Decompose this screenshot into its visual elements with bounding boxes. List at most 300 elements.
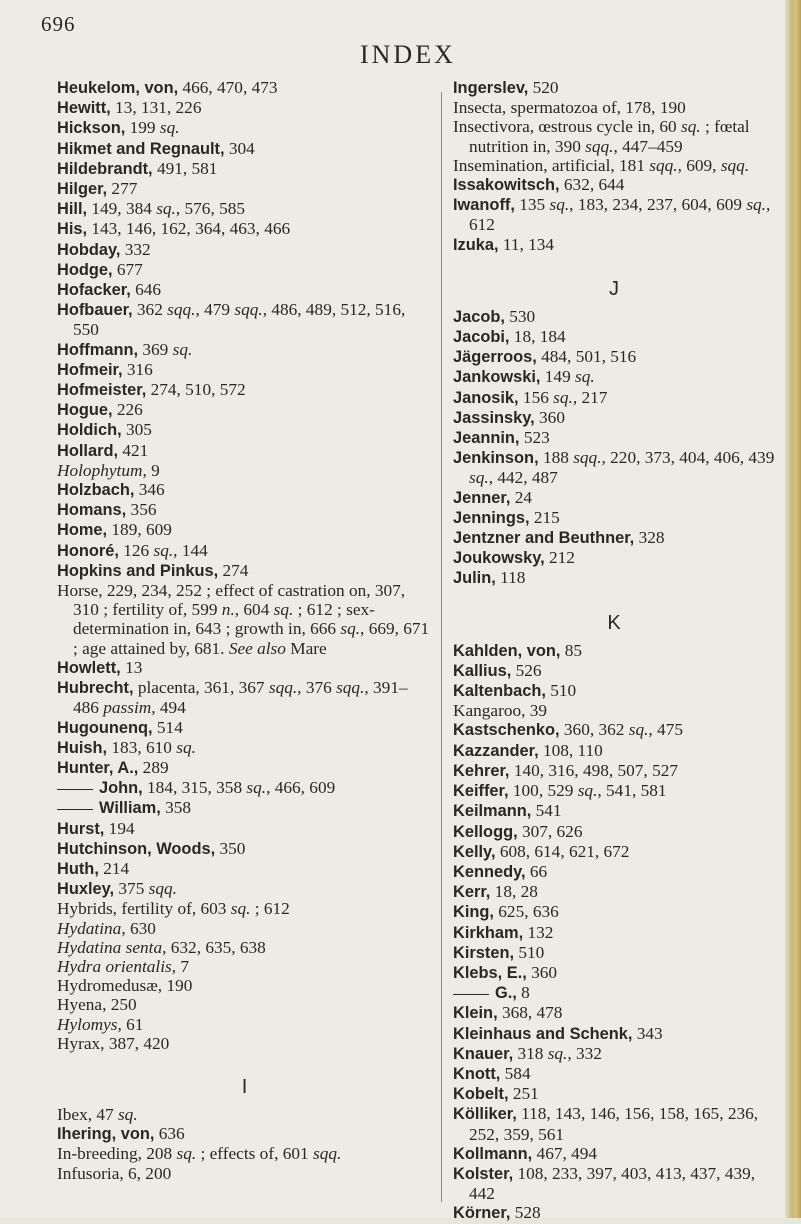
entry-text: 343 — [632, 1023, 663, 1043]
section-letter: I — [241, 1075, 248, 1098]
entry-text: In-breeding, 208 — [57, 1144, 177, 1164]
entry-text: 421 — [118, 440, 149, 460]
entry-italic: sqq. — [234, 300, 263, 320]
entry-heading: John, — [99, 779, 143, 798]
entry-italic: sq. — [553, 387, 573, 407]
entry-heading: Hofacker, — [57, 281, 131, 300]
entry-text: 514 — [152, 717, 183, 737]
entry-italic: sq. — [156, 199, 176, 219]
entry-text: , 576, 585 — [175, 199, 245, 219]
entry-heading: Iwanoff, — [453, 196, 515, 215]
entry-heading: Kirkham, — [453, 923, 524, 942]
index-entry — [57, 879, 432, 899]
index-entry — [453, 923, 775, 943]
index-entry — [453, 488, 775, 508]
entry-text: 135 — [514, 195, 550, 215]
entry-italic: sqq. — [268, 678, 298, 698]
entry-heading: Jassinsky, — [453, 408, 535, 427]
entry-text: 584 — [500, 1063, 531, 1083]
index-entry — [57, 118, 432, 138]
entry-italic: Hydatina — [57, 918, 122, 938]
entry-text: 132 — [523, 922, 554, 942]
entry-italic: sq. — [547, 1043, 568, 1063]
entry-heading: Kaltenbach, — [453, 682, 546, 701]
entry-heading: Klein, — [453, 1004, 498, 1023]
entry-italic: sq. — [577, 781, 598, 801]
index-entry — [453, 428, 775, 448]
entry-text: 523 — [519, 428, 550, 448]
index-entry — [57, 1124, 432, 1144]
entry-text: ; fœtal nutrition in, 390 — [469, 117, 750, 156]
index-entry — [57, 658, 432, 678]
entry-heading: His, — [57, 220, 88, 239]
entry-text: 350 — [215, 838, 246, 858]
index-entry — [57, 280, 432, 300]
entry-text: ; 612 ; sex-determination in, 643 ; growth in, 666 — [73, 600, 375, 639]
entry-text: Kangaroo, 39 — [453, 701, 548, 721]
ditto-dash — [453, 994, 489, 995]
index-entry — [57, 400, 432, 420]
entry-text: Horse, 229, 234, 252 ; effect of castration on, 307, 310 ; fertility of, 599 — [57, 581, 406, 620]
entry-italic: sq. — [340, 619, 361, 639]
index-entry — [453, 902, 775, 922]
entry-heading: Knauer, — [453, 1044, 514, 1063]
entry-text: ; effects of, 601 — [196, 1144, 313, 1164]
entry-heading: Huth, — [57, 859, 99, 878]
index-entry — [453, 548, 775, 568]
index-entry — [57, 441, 432, 461]
entry-heading: Julin, — [453, 569, 496, 588]
entry-heading: Kirsten, — [453, 943, 515, 962]
entry-heading: William, — [99, 799, 161, 818]
entry-italic: sq. — [117, 1104, 138, 1124]
entry-text: 194 — [104, 818, 135, 838]
entry-heading: Jennings, — [453, 508, 530, 527]
entry-text: 118, 143, 146, 156, 158, 165, 236, 252, 359, 561 — [469, 1104, 759, 1144]
entry-text: 156 — [518, 387, 554, 407]
index-entry — [57, 541, 432, 561]
index-entry — [57, 798, 432, 818]
entry-italic: sq. — [176, 1144, 197, 1164]
entry-text: 251 — [508, 1084, 539, 1104]
entry-text: 356 — [126, 500, 157, 520]
entry-heading: Kellogg, — [453, 822, 518, 841]
entry-heading: Kolster, — [453, 1164, 514, 1183]
index-entry — [453, 882, 775, 902]
section-letter: J — [609, 277, 619, 300]
index-entry — [57, 758, 432, 778]
page-number: 696 — [41, 12, 76, 36]
index-entry — [453, 1203, 775, 1223]
entry-text: , 220, 373, 404, 406, 439 — [601, 448, 775, 468]
index-entry — [453, 661, 775, 681]
entry-text: Hydromedusæ, 190 — [57, 976, 193, 996]
entry-heading: Hoffmann, — [57, 340, 139, 359]
entry-heading: Hewitt, — [57, 99, 111, 118]
entry-heading: Kennedy, — [453, 862, 526, 881]
entry-text: 307, 626 — [517, 821, 583, 841]
entry-text: 8 — [516, 983, 530, 1003]
entry-heading: Hobday, — [57, 240, 121, 259]
entry-text: 304 — [224, 138, 255, 158]
entry-text: 608, 614, 621, 672 — [495, 841, 630, 861]
entry-heading: Kallius, — [453, 661, 512, 680]
index-entry — [57, 380, 432, 400]
index-entry — [57, 839, 432, 859]
entry-italic: sq. — [230, 899, 251, 919]
index-entry — [57, 500, 432, 520]
entry-text: 484, 501, 516 — [536, 347, 637, 367]
entry-italic: sq. — [172, 339, 193, 359]
entry-text: 274, 510, 572 — [146, 380, 246, 400]
entry-heading: Kehrer, — [453, 761, 510, 780]
entry-text: Hyrax, 387, 420 — [57, 1033, 170, 1053]
entry-text: 184, 315, 358 — [142, 778, 247, 798]
entry-italic: sqq. — [585, 136, 614, 156]
index-entry — [57, 1105, 432, 1124]
index-entry — [453, 720, 775, 740]
entry-text: 126 — [118, 540, 154, 560]
index-entry — [453, 681, 775, 701]
index-entry — [453, 367, 775, 387]
entry-text: 510 — [545, 681, 577, 701]
index-entry — [57, 159, 432, 179]
index-entry — [453, 1104, 775, 1143]
entry-text: 226 — [112, 400, 143, 420]
entry-text: 332 — [120, 239, 151, 259]
entry-heading: Huish, — [57, 738, 108, 757]
entry-heading: Kollmann, — [453, 1144, 533, 1163]
index-entry — [57, 919, 432, 938]
entry-italic: n. — [221, 600, 235, 620]
entry-text: 328 — [634, 528, 665, 548]
entry-text: 526 — [511, 660, 542, 680]
index-entry — [57, 420, 432, 440]
entry-heading: Hodge, — [57, 260, 113, 279]
entry-heading: Hofmeir, — [57, 360, 123, 379]
ditto-dash — [57, 789, 93, 790]
entry-italic: sq. — [159, 118, 180, 138]
entry-text: , 632, 635, 638 — [162, 937, 266, 957]
column-divider — [441, 92, 442, 1202]
entry-text: 369 — [138, 339, 173, 359]
entry-text: 11, 134 — [498, 234, 555, 254]
index-entry — [57, 938, 432, 957]
index-entry — [453, 508, 775, 528]
entry-text: 189, 609 — [107, 520, 172, 540]
entry-heading: Honoré, — [57, 541, 119, 560]
entry-italic: sqq. — [167, 300, 196, 320]
entry-italic: sq. — [549, 195, 570, 215]
index-entry — [57, 678, 432, 717]
index-entry — [57, 240, 432, 260]
index-entry — [57, 199, 432, 219]
index-entry — [57, 561, 432, 581]
entry-text: Insemination, artificial, 181 — [453, 155, 650, 175]
index-entry — [453, 195, 775, 234]
index-entry — [57, 520, 432, 540]
index-entry — [57, 819, 432, 839]
entry-heading: Hildebrandt, — [57, 159, 153, 178]
entry-text: 305 — [121, 420, 152, 440]
index-entry — [453, 175, 775, 195]
index-entry — [57, 859, 432, 879]
entry-text: 346 — [134, 480, 165, 500]
index-entry — [453, 117, 775, 155]
entry-heading: Hickson, — [57, 119, 126, 138]
entry-heading: Hikmet and Regnault, — [57, 139, 225, 158]
index-entry — [453, 781, 775, 801]
index-entry — [453, 448, 775, 487]
entry-text: 636 — [154, 1124, 185, 1144]
index-entry — [453, 528, 775, 548]
entry-heading: Hofmeister, — [57, 381, 147, 400]
entry-text: 18, 184 — [509, 327, 566, 347]
entry-text: , 442, 487 — [488, 468, 558, 488]
entry-text: 362 — [132, 300, 168, 320]
entry-text: 143, 146, 162, 364, 463, 466 — [87, 219, 291, 239]
index-entry — [57, 1034, 432, 1053]
entry-text: 24 — [510, 487, 533, 507]
index-entry — [453, 307, 775, 327]
index-entry — [57, 139, 432, 159]
entry-text: , 609, — [677, 155, 721, 175]
entry-italic: sqq. — [573, 448, 602, 468]
entry-heading: Körner, — [453, 1204, 511, 1223]
running-head: INDEX — [360, 40, 456, 69]
entry-italic: Hydatina senta — [57, 937, 163, 957]
entry-text: 318 — [513, 1043, 548, 1063]
entry-heading: Kahlden, von, — [453, 641, 561, 660]
entry-text: 212 — [544, 548, 575, 568]
page-edge — [785, 0, 801, 1218]
entry-heading: Jacobi, — [453, 328, 510, 347]
entry-text: 149, 384 — [87, 199, 157, 219]
entry-heading: Holdich, — [57, 421, 122, 440]
entry-text: Infusoria, 6, 200 — [57, 1163, 172, 1183]
entry-italic: sq. — [628, 720, 649, 740]
entry-italic: Hydra orientalis — [57, 956, 172, 976]
entry-italic: sqq. — [336, 678, 365, 698]
index-entry — [57, 340, 432, 360]
entry-text: 520 — [528, 78, 559, 97]
entry-italic: sqq. — [312, 1144, 342, 1164]
index-entry — [453, 963, 775, 983]
entry-italic: sq. — [680, 117, 701, 137]
index-entry — [453, 741, 775, 761]
entry-text: Ibex, 47 — [57, 1104, 118, 1124]
entry-heading: King, — [453, 903, 494, 922]
entry-text: 108, 110 — [538, 740, 603, 760]
entry-text: , 604 — [234, 600, 274, 620]
entry-text: 199 — [125, 118, 160, 138]
entry-text: , 479 — [195, 300, 235, 320]
entry-heading: Hubrecht, — [57, 679, 134, 698]
entry-text: 530 — [504, 306, 536, 326]
entry-heading: Klebs, E., — [453, 963, 527, 982]
entry-text: Hyena, 250 — [57, 995, 137, 1015]
entry-heading: Hogue, — [57, 401, 113, 420]
index-entry — [453, 822, 775, 842]
index-entry — [57, 995, 432, 1014]
entry-text: 183, 610 — [107, 737, 177, 757]
entry-heading: Heukelom, von, — [57, 79, 179, 97]
entry-heading: Keilmann, — [453, 802, 532, 821]
index-entry — [453, 761, 775, 781]
index-entry — [57, 738, 432, 758]
entry-text: , 466, 609 — [266, 778, 336, 798]
entry-heading: Jenner, — [453, 488, 511, 507]
entry-heading: Jankowski, — [453, 368, 541, 387]
entry-text: 13 — [120, 657, 143, 677]
index-entry — [453, 862, 775, 882]
entry-text: 66 — [525, 861, 548, 881]
entry-heading: Jägerroos, — [453, 348, 537, 367]
entry-text: 368, 478 — [497, 1003, 563, 1023]
entry-heading: Huxley, — [57, 880, 115, 899]
entry-heading: Joukowsky, — [453, 549, 545, 568]
entry-heading: Issakowitsch, — [453, 176, 560, 195]
entry-text: , 486, 489, 512, 516, 550 — [73, 300, 406, 340]
entry-heading: Jenkinson, — [453, 449, 539, 468]
entry-text: , 447–459 — [613, 136, 683, 156]
entry-heading: Ingerslev, — [453, 79, 529, 97]
entry-text: , 217 — [572, 387, 608, 407]
entry-text: , 61 — [117, 1014, 144, 1034]
index-entry — [57, 179, 432, 199]
entry-heading: Hilger, — [57, 180, 108, 199]
entry-heading: Homans, — [57, 501, 127, 520]
entry-text: 100, 529 — [508, 781, 578, 801]
entry-text: 85 — [560, 640, 583, 660]
entry-text: , 475 — [648, 720, 683, 740]
entry-text: 215 — [529, 507, 560, 527]
entry-text: Insectivora, œstrous cycle in, 60 — [453, 117, 681, 137]
entry-text: ; 612 — [250, 899, 290, 919]
entry-heading: Hugounenq, — [57, 718, 153, 737]
index-entry — [453, 943, 775, 963]
entry-italic: Hylomys — [57, 1014, 118, 1034]
entry-text: 140, 316, 498, 507, 527 — [509, 760, 678, 780]
entry-text: , 9 — [142, 460, 160, 480]
entry-heading: Hill, — [57, 200, 88, 219]
entry-text: 358 — [160, 798, 192, 818]
entry-heading: Hopkins and Pinkus, — [57, 561, 219, 580]
entry-heading: Ihering, von, — [57, 1125, 155, 1144]
section-letter: K — [607, 611, 621, 634]
entry-text: 360 — [534, 407, 565, 427]
entry-heading: Kelly, — [453, 842, 496, 861]
entry-text: 528 — [510, 1203, 541, 1223]
index-entry — [453, 801, 775, 821]
index-entry — [57, 300, 432, 339]
entry-heading: Kastschenko, — [453, 721, 560, 740]
index-entry — [453, 1164, 775, 1203]
entry-text: 360, 362 — [559, 720, 629, 740]
entry-italic: sq. — [746, 195, 766, 215]
entry-text: Hybrids, fertility of, 603 — [57, 899, 231, 919]
index-entry — [57, 461, 432, 480]
entry-text: 118 — [495, 568, 526, 588]
entry-text: , 391–486 — [73, 678, 408, 718]
entry-text: 541 — [531, 801, 562, 821]
entry-italic: sqq. — [720, 155, 750, 175]
entry-italic: See also — [228, 638, 286, 658]
index-entry — [453, 1084, 775, 1104]
entry-heading: Hunter, A., — [57, 758, 139, 777]
entry-text: , 630 — [121, 918, 156, 938]
index-entry — [453, 327, 775, 347]
entry-text: 108, 233, 397, 403, 413, 437, 439, 442 — [469, 1163, 756, 1204]
index-entry — [453, 1003, 775, 1023]
right-index-column — [453, 78, 775, 1224]
entry-text: , 7 — [171, 956, 190, 976]
entry-text: 625, 636 — [493, 902, 559, 922]
index-entry — [57, 899, 432, 918]
entry-heading: Kobelt, — [453, 1085, 509, 1104]
entry-italic: sq. — [575, 367, 595, 387]
index-entry — [57, 1164, 432, 1183]
index-entry — [57, 480, 432, 500]
entry-heading: Knott, — [453, 1064, 501, 1083]
index-entry — [453, 1144, 775, 1164]
index-entry — [453, 842, 775, 862]
index-entry — [453, 568, 775, 588]
entry-text: 18, 28 — [490, 882, 538, 902]
entry-text: 360 — [526, 962, 558, 982]
entry-heading: G., — [495, 984, 517, 1003]
entry-heading: Hutchinson, Woods, — [57, 839, 216, 858]
index-entry — [57, 976, 432, 995]
index-entry — [453, 983, 775, 1003]
entry-heading: Janosik, — [453, 388, 519, 407]
entry-text: 188 — [538, 448, 574, 468]
entry-text: , 494 — [151, 698, 186, 718]
entry-italic: sq. — [176, 737, 196, 757]
entry-text: 13, 131, 226 — [110, 98, 202, 118]
index-entry — [453, 347, 775, 367]
entry-text: , 183, 234, 237, 604, 609 — [569, 195, 747, 215]
entry-text: , 332 — [567, 1043, 602, 1063]
index-entry — [57, 98, 432, 118]
entry-italic: sq. — [153, 540, 174, 560]
index-entry — [453, 408, 775, 428]
entry-heading: Jeannin, — [453, 429, 520, 448]
index-entry — [453, 156, 775, 175]
entry-heading: Keiffer, — [453, 782, 509, 801]
entry-heading: Kölliker, — [453, 1105, 517, 1124]
entry-italic: sq. — [273, 600, 294, 620]
index-entry — [453, 701, 775, 720]
index-entry — [57, 219, 432, 239]
entry-text: 274 — [218, 560, 249, 580]
entry-heading: Hofbauer, — [57, 301, 133, 320]
entry-text: 466, 470, 473 — [178, 78, 278, 97]
index-entry — [57, 581, 432, 658]
entry-text: , 144 — [173, 540, 208, 560]
entry-text: 677 — [112, 259, 143, 279]
index-entry — [453, 388, 775, 408]
entry-heading: Kerr, — [453, 883, 491, 902]
entry-text: 646 — [130, 280, 162, 300]
entry-text: 510 — [514, 942, 545, 962]
entry-heading: Jentzner and Beuthner, — [453, 529, 635, 548]
entry-text: 491, 581 — [152, 158, 218, 178]
entry-italic: sq. — [246, 778, 267, 798]
index-entry — [453, 98, 775, 117]
entry-italic: sqq. — [148, 879, 177, 899]
entry-text: , 376 — [297, 678, 337, 698]
